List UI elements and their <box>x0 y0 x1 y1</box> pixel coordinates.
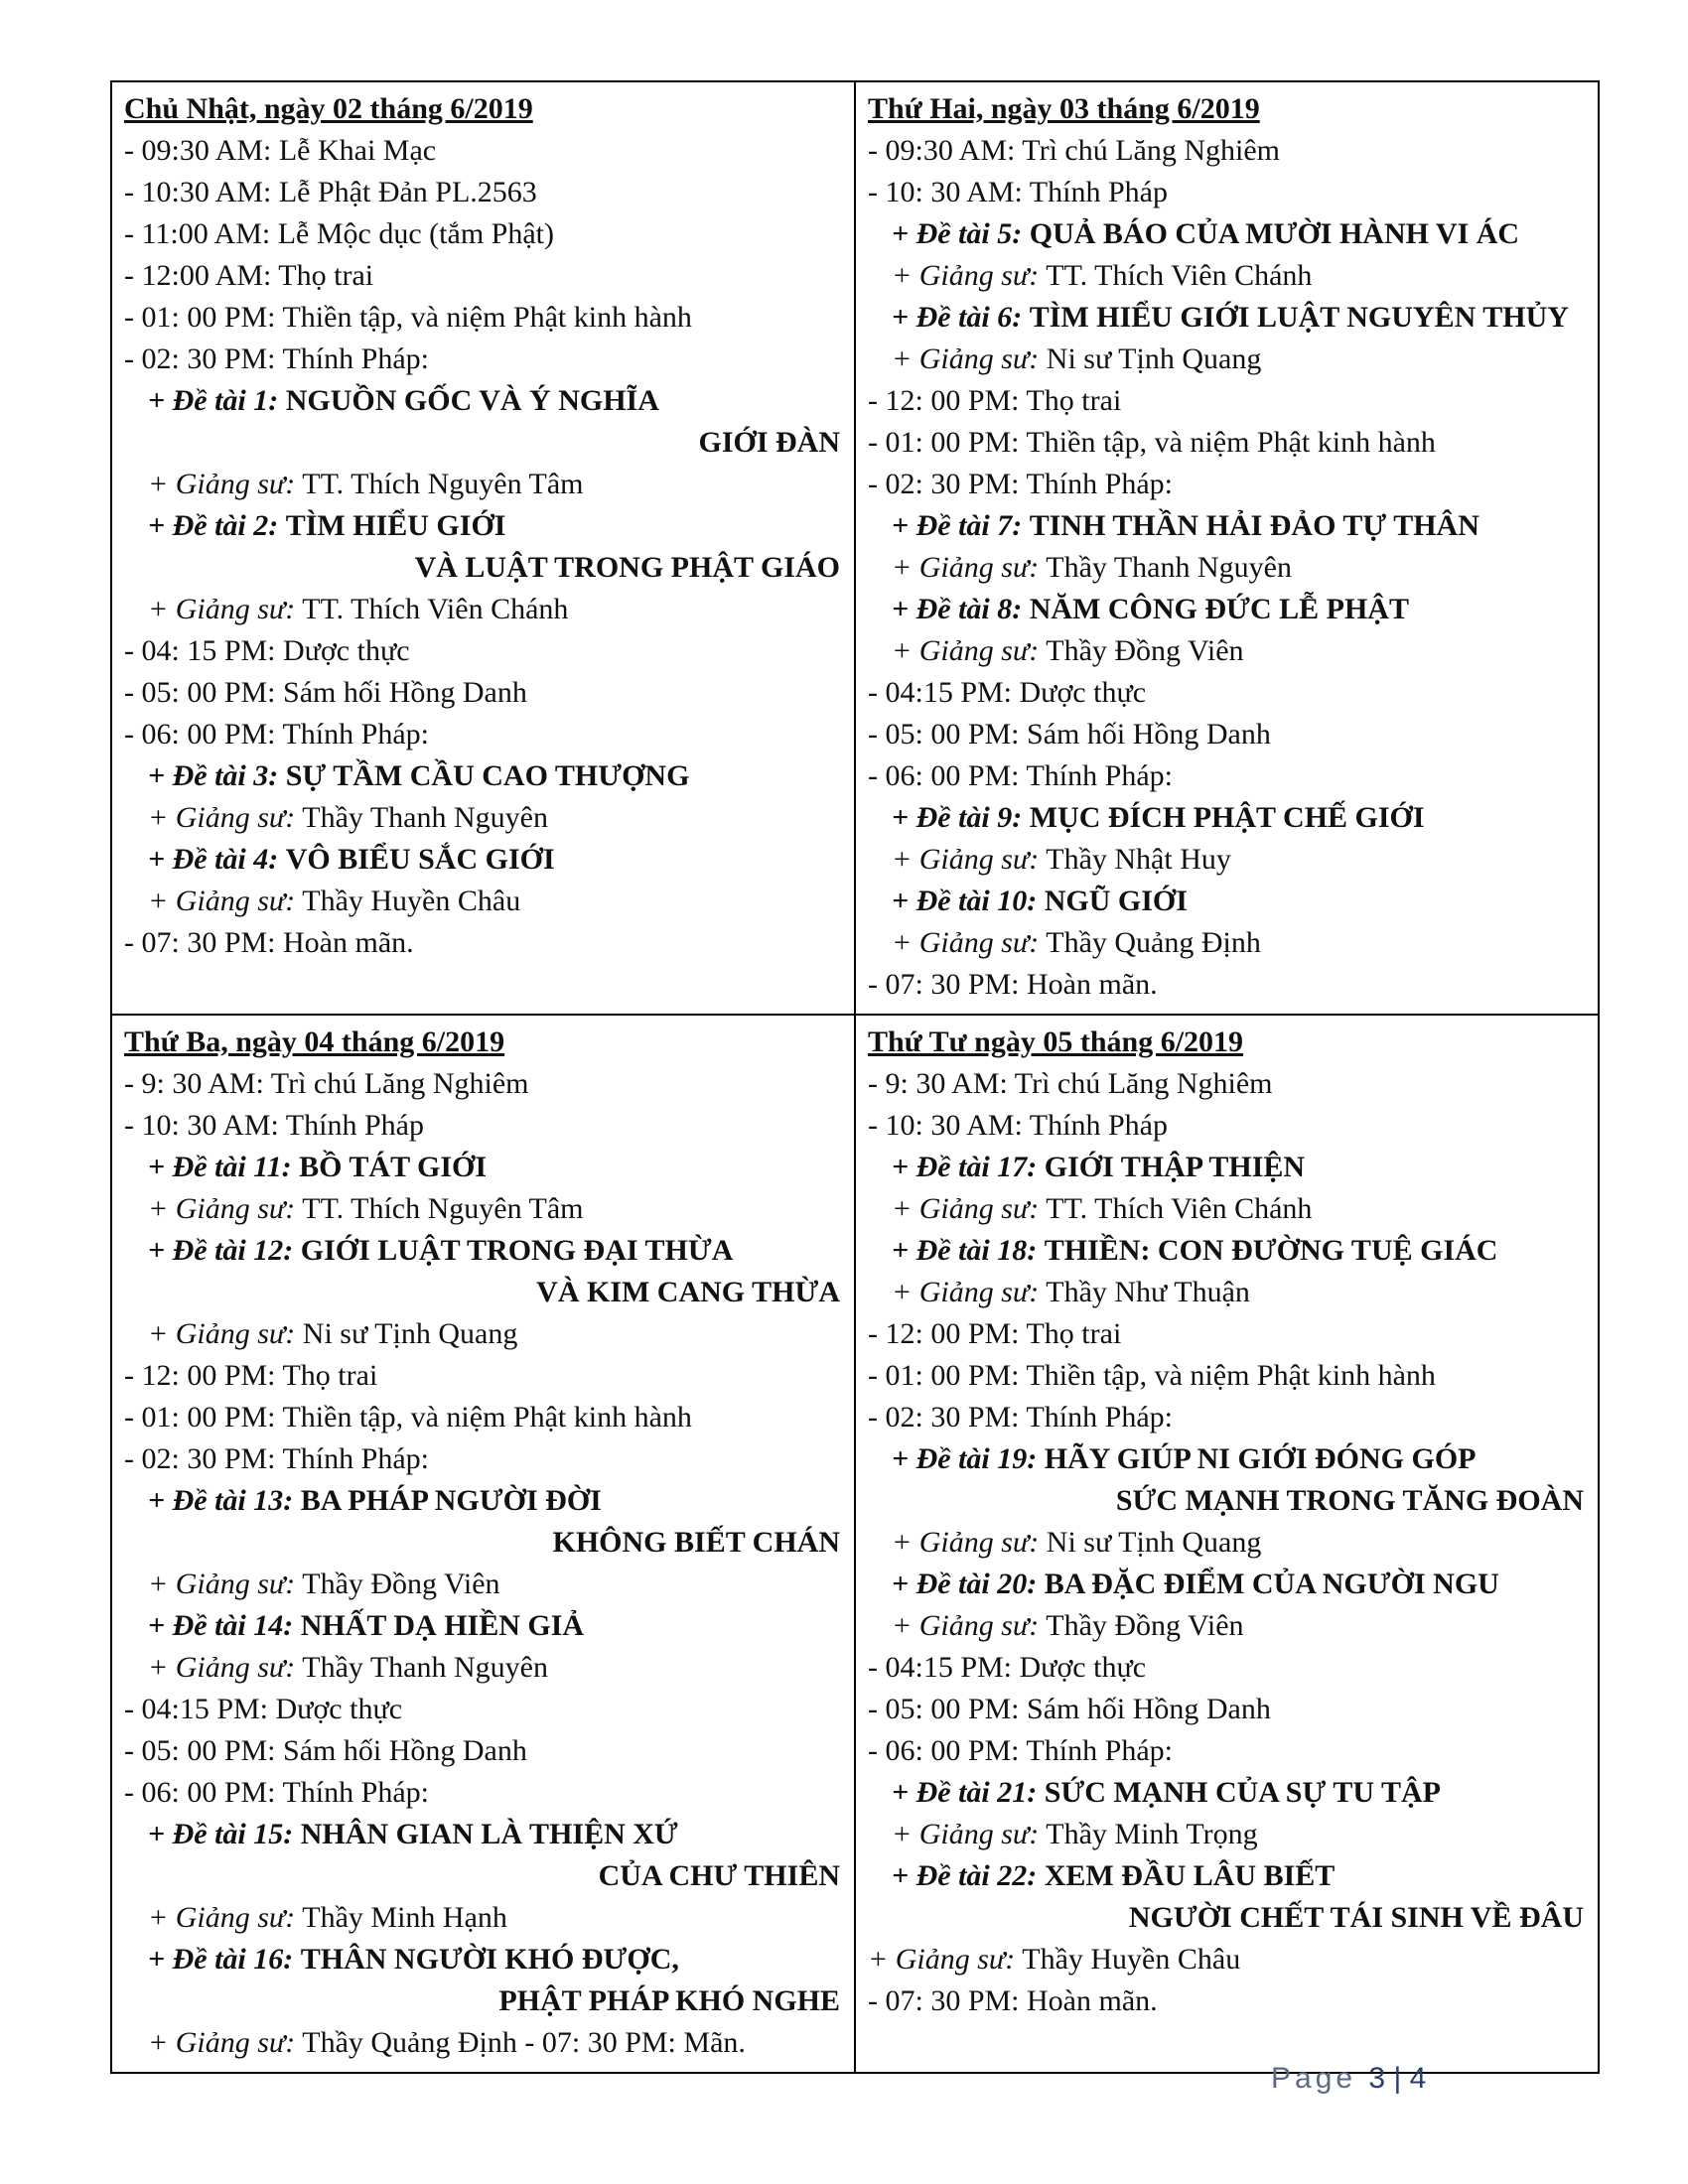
schedule-item: - 12: 00 PM: Thọ trai <box>868 384 1122 417</box>
speaker-name: Thầy Đồng Viên <box>1046 1609 1244 1642</box>
speaker-label: + Giảng sư: <box>892 634 1040 667</box>
day-cell-2 <box>855 81 1599 1015</box>
topic-title: QUẢ BÁO CỦA MƯỜI HÀNH VI ÁC <box>1029 217 1520 250</box>
topic-label: + Đề tài 20: <box>892 1568 1038 1600</box>
speaker-line <box>124 589 842 630</box>
schedule-item: - 06: 00 PM: Thính Pháp: <box>868 1734 1173 1767</box>
speaker-line <box>124 1313 842 1355</box>
day-cell-3 <box>111 1015 855 2073</box>
topic-title: NGŨ GIỚI <box>1044 885 1188 917</box>
topic-title-continued: GIỚI ĐÀN <box>698 426 840 459</box>
speaker-line <box>124 1564 842 1605</box>
topic-title-continued: VÀ LUẬT TRONG PHẬT GIÁO <box>414 551 840 584</box>
schedule-item: - 10:30 AM: Lễ Phật Đản PL.2563 <box>124 176 537 208</box>
topic-label: + Đề tài 10: <box>892 885 1038 917</box>
day-lines <box>868 1063 1586 2022</box>
topic-title-continued: PHẬT PHÁP KHÓ NGHE <box>498 1984 840 2017</box>
speaker-label: + Giảng sư: <box>892 342 1040 375</box>
topic-line <box>868 213 1586 255</box>
topic-label: + Đề tài 9: <box>892 801 1023 834</box>
day-lines <box>124 130 842 964</box>
topic-title: THÂN NGƯỜI KHÓ ĐƯỢC, <box>300 1943 679 1976</box>
schedule-item: - 01: 00 PM: Thiền tập, và niệm Phật kinh hành <box>124 1401 692 1433</box>
speaker-name: Thầy Đồng Viên <box>1046 634 1244 667</box>
topic-label: + Đề tài 21: <box>892 1776 1038 1809</box>
speaker-label: + Giảng sư: <box>148 1192 296 1225</box>
topic-line <box>124 380 842 422</box>
topic-label: + Đề tài 16: <box>148 1943 294 1976</box>
speaker-line <box>124 1897 842 1939</box>
speaker-label: + Giảng sư: <box>148 885 296 917</box>
topic-line <box>124 1147 842 1188</box>
schedule-item: - 06: 00 PM: Thính Pháp: <box>868 759 1173 792</box>
schedule-item: - 05: 00 PM: Sám hối Hồng Danh <box>124 1734 527 1767</box>
topic-line <box>124 755 842 797</box>
speaker-label: + Giảng sư: <box>892 1192 1040 1225</box>
schedule-item: - 05: 00 PM: Sám hối Hồng Danh <box>868 718 1271 751</box>
speaker-line <box>868 1939 1586 1980</box>
topic-label: + Đề tài 1: <box>148 384 279 417</box>
speaker-line <box>868 1522 1586 1564</box>
speaker-line <box>868 630 1586 672</box>
topic-title: VÔ BIỂU SẮC GIỚI <box>285 843 555 876</box>
day-title: Thứ Hai, ngày 03 tháng 6/2019 <box>868 92 1260 125</box>
speaker-line <box>124 1647 842 1689</box>
topic-title: SỰ TẦM CẦU CAO THƯỢNG <box>285 759 690 792</box>
schedule-item: - 04: 15 PM: Dược thực <box>124 634 410 667</box>
topic-title: NHÂN GIAN LÀ THIỆN XỨ <box>300 1818 678 1850</box>
speaker-label: + Giảng sư: <box>148 1901 296 1934</box>
speaker-name: Thầy Minh Hạnh <box>302 1901 507 1934</box>
speaker-label: + Giảng sư: <box>892 1818 1040 1850</box>
speaker-name: Thầy Huyền Châu <box>302 885 521 917</box>
schedule-item: - 09:30 AM: Trì chú Lăng Nghiêm <box>868 134 1281 167</box>
topic-label: + Đề tài 11: <box>148 1151 292 1183</box>
schedule-item: - 02: 30 PM: Thính Pháp: <box>868 468 1173 500</box>
topic-line <box>124 1814 842 1855</box>
topic-title: TÌM HIỂU GIỚI <box>285 509 506 542</box>
day-title: Thứ Ba, ngày 04 tháng 6/2019 <box>124 1025 505 1058</box>
day-title: Thứ Tư ngày 05 tháng 6/2019 <box>868 1025 1244 1058</box>
speaker-name: TT. Thích Viên Chánh <box>1046 1192 1313 1225</box>
topic-label: + Đề tài 2: <box>148 509 279 542</box>
speaker-name: Thầy Minh Trọng <box>1046 1818 1258 1850</box>
schedule-item: - 02: 30 PM: Thính Pháp: <box>124 342 429 375</box>
speaker-line <box>124 881 842 922</box>
speaker-label: + Giảng sư: <box>868 1943 1016 1976</box>
speaker-name: Thầy Thanh Nguyên <box>1046 551 1292 584</box>
topic-title: BA ĐẶC ĐIỂM CỦA NGƯỜI NGU <box>1044 1568 1499 1600</box>
topic-title: TINH THẦN HẢI ĐẢO TỰ THÂN <box>1029 509 1479 542</box>
schedule-item: - 10: 30 AM: Thính Pháp <box>124 1109 424 1142</box>
speaker-line <box>124 1188 842 1230</box>
schedule-item: - 07: 30 PM: Hoàn mãn. <box>868 968 1158 1001</box>
topic-title: NĂM CÔNG ĐỨC LỄ PHẬT <box>1029 593 1409 625</box>
topic-line <box>868 1855 1586 1897</box>
schedule-item: - 05: 00 PM: Sám hối Hồng Danh <box>868 1693 1271 1725</box>
topic-title-continued: NGƯỜI CHẾT TÁI SINH VỀ ĐÂU <box>1128 1901 1584 1934</box>
speaker-name: Ni sư Tịnh Quang <box>1046 342 1262 375</box>
schedule-item: - 06: 00 PM: Thính Pháp: <box>124 718 429 751</box>
speaker-label: + Giảng sư: <box>148 801 296 834</box>
speaker-name: Ni sư Tịnh Quang <box>302 1317 518 1350</box>
speaker-label: + Giảng sư: <box>148 2026 296 2059</box>
speaker-label: + Giảng sư: <box>892 843 1040 876</box>
day-cell-1 <box>111 81 855 1015</box>
topic-title-continued: KHÔNG BIẾT CHÁN <box>552 1526 840 1559</box>
topic-label: + Đề tài 22: <box>892 1859 1038 1892</box>
topic-line <box>124 1939 842 1980</box>
speaker-line <box>868 339 1586 380</box>
topic-label: + Đề tài 18: <box>892 1234 1038 1267</box>
speaker-line <box>868 1814 1586 1855</box>
topic-title-continued: SỨC MẠNH TRONG TĂNG ĐOÀN <box>1115 1484 1584 1517</box>
topic-label: + Đề tài 14: <box>148 1609 294 1642</box>
speaker-line <box>868 839 1586 881</box>
speaker-name: Ni sư Tịnh Quang <box>1046 1526 1262 1559</box>
schedule-item: - 12: 00 PM: Thọ trai <box>868 1317 1122 1350</box>
page-footer <box>1271 2062 1426 2096</box>
schedule-item: - 12:00 AM: Thọ trai <box>124 259 374 292</box>
topic-label: + Đề tài 8: <box>892 593 1023 625</box>
speaker-line <box>868 1605 1586 1647</box>
speaker-line <box>868 255 1586 297</box>
topic-line <box>124 1230 842 1272</box>
day-lines <box>868 130 1586 1006</box>
schedule-item: - 02: 30 PM: Thính Pháp: <box>868 1401 1173 1433</box>
topic-line <box>868 505 1586 547</box>
schedule-item: - 06: 00 PM: Thính Pháp: <box>124 1776 429 1809</box>
speaker-line <box>868 1188 1586 1230</box>
schedule-item: - 01: 00 PM: Thiền tập, và niệm Phật kinh hành <box>868 426 1436 459</box>
speaker-line <box>868 1272 1586 1313</box>
topic-title: THIỀN: CON ĐƯỜNG TUỆ GIÁC <box>1044 1234 1498 1267</box>
schedule-item: - 01: 00 PM: Thiền tập, và niệm Phật kinh hành <box>868 1359 1436 1392</box>
topic-label: + Đề tài 7: <box>892 509 1023 542</box>
speaker-label: + Giảng sư: <box>892 926 1040 959</box>
speaker-name: TT. Thích Nguyên Tâm <box>302 1192 584 1225</box>
schedule-item: - 07: 30 PM: Hoàn mãn. <box>124 926 414 959</box>
schedule-table <box>110 80 1600 2074</box>
topic-line <box>868 1564 1586 1605</box>
topic-label: + Đề tài 4: <box>148 843 279 876</box>
speaker-line <box>868 547 1586 589</box>
speaker-label: + Giảng sư: <box>148 1568 296 1600</box>
topic-title-continued: CỦA CHƯ THIÊN <box>598 1859 840 1892</box>
speaker-line <box>124 464 842 505</box>
schedule-item: - 10: 30 AM: Thính Pháp <box>868 1109 1168 1142</box>
speaker-name: TT. Thích Viên Chánh <box>1046 259 1313 292</box>
speaker-line <box>124 797 842 839</box>
topic-title-continued: VÀ KIM CANG THỪA <box>536 1276 840 1308</box>
topic-line <box>868 797 1586 839</box>
speaker-label: + Giảng sư: <box>892 259 1040 292</box>
schedule-item: - 04:15 PM: Dược thực <box>868 676 1147 709</box>
speaker-name: TT. Thích Viên Chánh <box>302 593 569 625</box>
speaker-label: + Giảng sư: <box>892 551 1040 584</box>
topic-label: + Đề tài 17: <box>892 1151 1038 1183</box>
schedule-item: - 05: 00 PM: Sám hối Hồng Danh <box>124 676 527 709</box>
day-title: Chủ Nhật, ngày 02 tháng 6/2019 <box>124 92 533 125</box>
page-word: Page <box>1271 2062 1357 2095</box>
topic-label: + Đề tài 13: <box>148 1484 294 1517</box>
topic-label: + Đề tài 19: <box>892 1442 1038 1475</box>
topic-title: SỨC MẠNH CỦA SỰ TU TẬP <box>1044 1776 1441 1809</box>
speaker-name: Thầy Thanh Nguyên <box>302 801 548 834</box>
topic-line <box>868 881 1586 922</box>
topic-title: BỒ TÁT GIỚI <box>299 1151 488 1183</box>
speaker-name: Thầy Quảng Định - 07: 30 PM: Mãn. <box>302 2026 746 2059</box>
schedule-item: - 04:15 PM: Dược thực <box>868 1651 1147 1684</box>
speaker-name: Thầy Đồng Viên <box>302 1568 500 1600</box>
topic-title: MỤC ĐÍCH PHẬT CHẾ GIỚI <box>1029 801 1425 834</box>
schedule-item: - 02: 30 PM: Thính Pháp: <box>124 1442 429 1475</box>
speaker-label: + Giảng sư: <box>892 1276 1040 1308</box>
day-lines <box>124 1063 842 2064</box>
speaker-line <box>124 2022 842 2064</box>
schedule-item: - 12: 00 PM: Thọ trai <box>124 1359 378 1392</box>
speaker-line <box>868 922 1586 964</box>
schedule-item: - 9: 30 AM: Trì chú Lăng Nghiêm <box>868 1067 1273 1100</box>
topic-title: NHẤT DẠ HIỀN GIẢ <box>300 1609 585 1642</box>
topic-label: + Đề tài 6: <box>892 301 1023 334</box>
topic-line <box>868 1772 1586 1814</box>
topic-line <box>124 505 842 547</box>
topic-line <box>124 1605 842 1647</box>
speaker-label: + Giảng sư: <box>148 1651 296 1684</box>
speaker-name: Thầy Như Thuận <box>1046 1276 1250 1308</box>
schedule-item: - 04:15 PM: Dược thực <box>124 1693 403 1725</box>
topic-line <box>868 589 1586 630</box>
schedule-item: - 09:30 AM: Lễ Khai Mạc <box>124 134 437 167</box>
day-cell-4 <box>855 1015 1599 2073</box>
topic-title: XEM ĐẦU LÂU BIẾT <box>1044 1859 1336 1892</box>
topic-line <box>868 297 1586 339</box>
speaker-label: + Giảng sư: <box>892 1609 1040 1642</box>
topic-line <box>124 839 842 881</box>
topic-label: + Đề tài 3: <box>148 759 279 792</box>
schedule-item: - 9: 30 AM: Trì chú Lăng Nghiêm <box>124 1067 529 1100</box>
topic-line <box>868 1147 1586 1188</box>
speaker-label: + Giảng sư: <box>148 1317 296 1350</box>
topic-line <box>868 1438 1586 1480</box>
speaker-name: Thầy Thanh Nguyên <box>302 1651 548 1684</box>
schedule-item: - 01: 00 PM: Thiền tập, và niệm Phật kinh hành <box>124 301 692 334</box>
topic-label: + Đề tài 5: <box>892 217 1023 250</box>
speaker-name: Thầy Quảng Định <box>1046 926 1261 959</box>
topic-title: NGUỒN GỐC VÀ Ý NGHĨA <box>285 384 659 417</box>
schedule-item: - 07: 30 PM: Hoàn mãn. <box>868 1984 1158 2017</box>
speaker-name: Thầy Nhật Huy <box>1046 843 1231 876</box>
topic-title: GIỚI THẬP THIỆN <box>1044 1151 1306 1183</box>
topic-title: HÃY GIÚP NI GIỚI ĐÓNG GÓP <box>1044 1442 1477 1475</box>
topic-line <box>124 1480 842 1522</box>
schedule-item: - 10: 30 AM: Thính Pháp <box>868 176 1168 208</box>
topic-label: + Đề tài 12: <box>148 1234 294 1267</box>
topic-title: BA PHÁP NGƯỜI ĐỜI <box>300 1484 602 1517</box>
speaker-label: + Giảng sư: <box>148 593 296 625</box>
speaker-label: + Giảng sư: <box>892 1526 1040 1559</box>
schedule-item: - 11:00 AM: Lễ Mộc dục (tắm Phật) <box>124 217 554 250</box>
topic-label: + Đề tài 15: <box>148 1818 294 1850</box>
topic-title: GIỚI LUẬT TRONG ĐẠI THỪA <box>300 1234 734 1267</box>
speaker-name: Thầy Huyền Châu <box>1022 1943 1241 1976</box>
page-number: 3 | 4 <box>1368 2062 1427 2095</box>
speaker-label: + Giảng sư: <box>148 468 296 500</box>
speaker-name: TT. Thích Nguyên Tâm <box>302 468 584 500</box>
topic-title: TÌM HIỂU GIỚI LUẬT NGUYÊN THỦY <box>1029 301 1569 334</box>
topic-line <box>868 1230 1586 1272</box>
